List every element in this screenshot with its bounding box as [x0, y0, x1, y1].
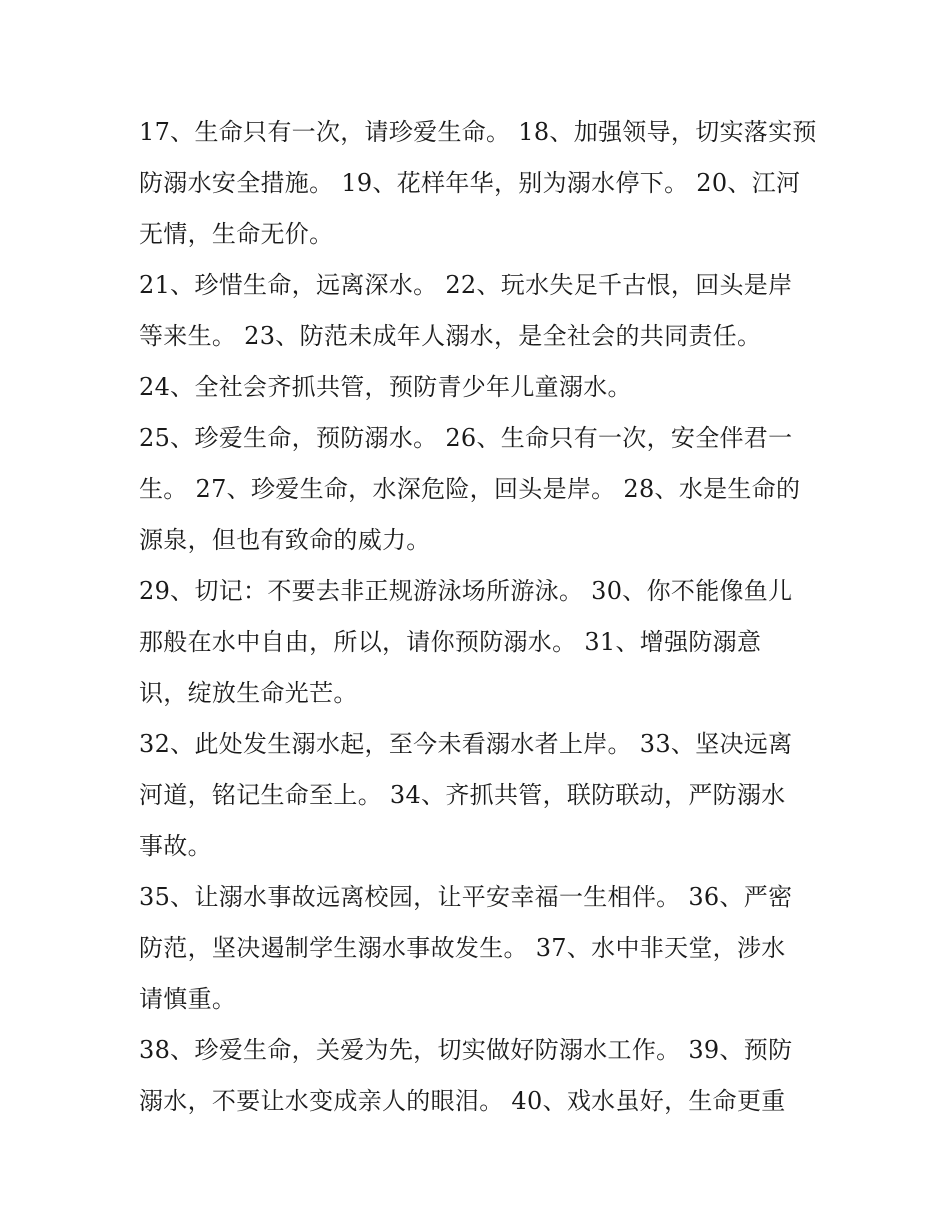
- text-line: 溺水，不要让水变成亲人的眼泪。 40、戏水虽好，生命更重: [139, 1087, 786, 1115]
- text-line: 38、珍爱生命，关爱为先，切实做好防溺水工作。 39、预防: [139, 1036, 793, 1064]
- text-line: 防范，坚决遏制学生溺水事故发生。 37、水中非天堂，涉水: [139, 934, 786, 962]
- text-line: 29、切记：不要去非正规游泳场所游泳。 30、你不能像鱼儿: [139, 577, 793, 605]
- text-line: 等来生。 23、防范未成年人溺水，是全社会的共同责任。: [139, 322, 762, 350]
- text-line: 河道，铭记生命至上。 34、齐抓共管，联防联动，严防溺水: [139, 781, 786, 809]
- paragraph-slogans-38-40: [139, 1025, 829, 1127]
- text-line: 生。 27、珍爱生命，水深危险，回头是岸。 28、水是生命的: [139, 475, 801, 503]
- paragraph-slogans-21-23: [139, 260, 829, 362]
- paragraph-slogan-24: [139, 362, 829, 413]
- text-line: 24、全社会齐抓共管，预防青少年儿童溺水。: [139, 373, 632, 401]
- paragraph-slogans-35-37: [139, 872, 829, 1025]
- text-line: 32、此处发生溺水起，至今未看溺水者上岸。 33、坚决远离: [139, 730, 793, 758]
- paragraph-slogans-17-20: [139, 107, 829, 260]
- text-line: 35、让溺水事故远离校园，让平安幸福一生相伴。 36、严密: [139, 883, 793, 911]
- text-line: 无情，生命无价。: [139, 220, 334, 248]
- text-line: 那般在水中自由，所以，请你预防溺水。 31、增强防溺意: [139, 628, 762, 656]
- document-body: [139, 107, 829, 1127]
- text-line: 源泉，但也有致命的威力。: [139, 526, 431, 554]
- text-line: 防溺水安全措施。 19、花样年华，别为溺水停下。 20、江河: [139, 169, 801, 197]
- paragraph-slogans-29-31: [139, 566, 829, 719]
- text-line: 事故。: [139, 832, 212, 860]
- text-line: 请慎重。: [139, 985, 237, 1013]
- paragraph-slogans-32-34: [139, 719, 829, 872]
- text-line: 17、生命只有一次，请珍爱生命。 18、加强领导，切实落实预: [139, 118, 817, 146]
- paragraph-slogans-25-28: [139, 413, 829, 566]
- text-line: 21、珍惜生命，远离深水。 22、玩水失足千古恨，回头是岸: [139, 271, 793, 299]
- text-line: 25、珍爱生命，预防溺水。 26、生命只有一次，安全伴君一: [139, 424, 793, 452]
- text-line: 识，绽放生命光芒。: [139, 679, 358, 707]
